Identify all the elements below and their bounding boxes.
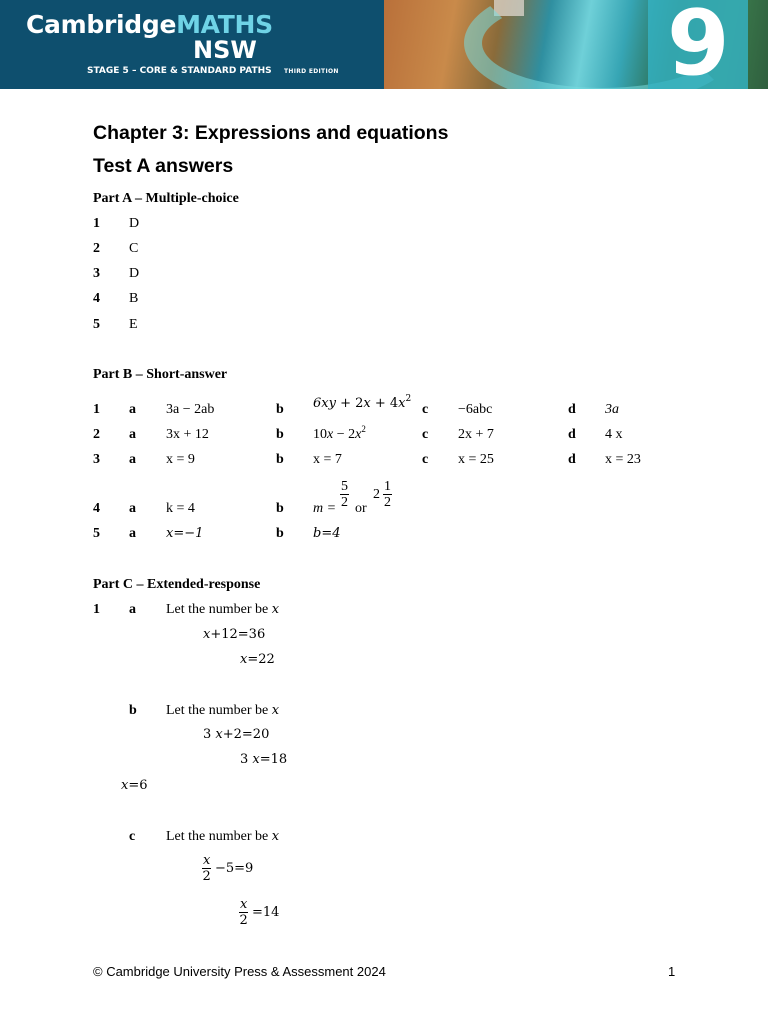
fraction-one-half: $\frac{1}{2}$ [384,479,391,510]
part-label: b [276,526,284,541]
page-number: 1 [668,964,676,979]
fraction-x-over-2: $\frac{x}{2}$ [202,853,211,884]
working-line: 3 x+2=20 [203,727,270,742]
mc-answer: D [129,266,140,281]
answer-b-or: or [355,501,367,516]
year-number: 9 [667,0,730,89]
mixed-whole: 2 [373,487,380,502]
part-a-heading: Part A – Multiple-choice [93,191,239,206]
part-label: a [129,452,136,467]
question-number: 4 [93,501,100,516]
copyright-footer: © Cambridge University Press & Assessment 2024 [93,964,386,979]
part-c-heading: Part C – Extended-response [93,577,261,592]
answer-b: $10x - 2x^2$ [313,424,366,442]
mc-answer: D [129,216,140,231]
working-line: x=6 [121,778,148,793]
part-label: a [129,602,136,617]
edition-label: THIRD EDITION [284,68,339,75]
working-line: 3 x=18 [240,752,288,767]
question-number: 2 [93,427,100,442]
question-number: 1 [93,602,100,617]
brand-nsw: NSW [193,36,257,64]
working-intro: Let the number be x [166,703,280,718]
answer-b: $6xy + 2x + 4x^2$ [313,394,412,411]
answer-b-prefix: m = [313,501,337,516]
part-label: b [276,452,284,467]
part-label: d [568,427,576,442]
part-label: a [129,402,136,417]
part-label: a [129,501,136,516]
question-number: 1 [93,402,100,417]
part-label: d [568,452,576,467]
stage-label: STAGE 5 – CORE & STANDARD PATHS [87,66,272,76]
answer-a: x=−1 [166,526,204,541]
answer-a: 3a − 2ab [166,402,215,417]
mc-number: 5 [93,317,100,332]
part-label: b [276,402,284,417]
page-subtitle: Test A answers [93,155,234,177]
working-line: −5=9 [215,861,254,876]
part-label: a [129,427,136,442]
part-label: b [129,703,137,718]
question-number: 5 [93,526,100,541]
part-label: c [422,452,429,467]
part-b-heading: Part B – Short-answer [93,367,228,382]
part-label: c [422,402,429,417]
working-line: =14 [252,905,280,920]
answer-d: 4 x [605,427,623,442]
part-label: b [276,501,284,516]
part-label: c [129,829,136,844]
working-intro: Let the number be x [166,829,280,844]
answer-c: 2x + 7 [458,427,494,442]
working-line: x+12=36 [203,627,266,642]
part-label: a [129,526,136,541]
mc-number: 2 [93,241,100,256]
answer-b: b=4 [313,526,341,541]
fraction-x-over-2: $\frac{x}{2}$ [239,897,248,928]
mc-number: 4 [93,291,100,306]
question-number: 3 [93,452,100,467]
answer-a: k = 4 [166,501,195,516]
header-banner [0,0,768,89]
answer-c: −6abc [458,402,493,417]
answer-a: x = 9 [166,452,195,467]
mc-answer: B [129,291,139,306]
part-label: b [276,427,284,442]
part-label: c [422,427,429,442]
fraction-five-halves: $\frac{5}{2}$ [341,479,348,510]
brand-maths: MATHS [176,10,273,39]
answer-b: x = 7 [313,452,342,467]
working-intro: Let the number be x [166,602,280,617]
page-title: Chapter 3: Expressions and equations [93,122,449,144]
part-label: d [568,402,576,417]
brand-logo [26,10,273,39]
mc-answer: E [129,317,138,332]
answer-c: x = 25 [458,452,494,467]
answer-d: x = 23 [605,452,641,467]
answer-d: 3a [605,402,619,417]
working-line: x=22 [240,652,275,667]
mc-number: 3 [93,266,100,281]
answer-a: 3x + 12 [166,427,209,442]
mc-number: 1 [93,216,100,231]
brand-cambridge: Cambridge [26,10,177,39]
mc-answer: C [129,241,139,256]
